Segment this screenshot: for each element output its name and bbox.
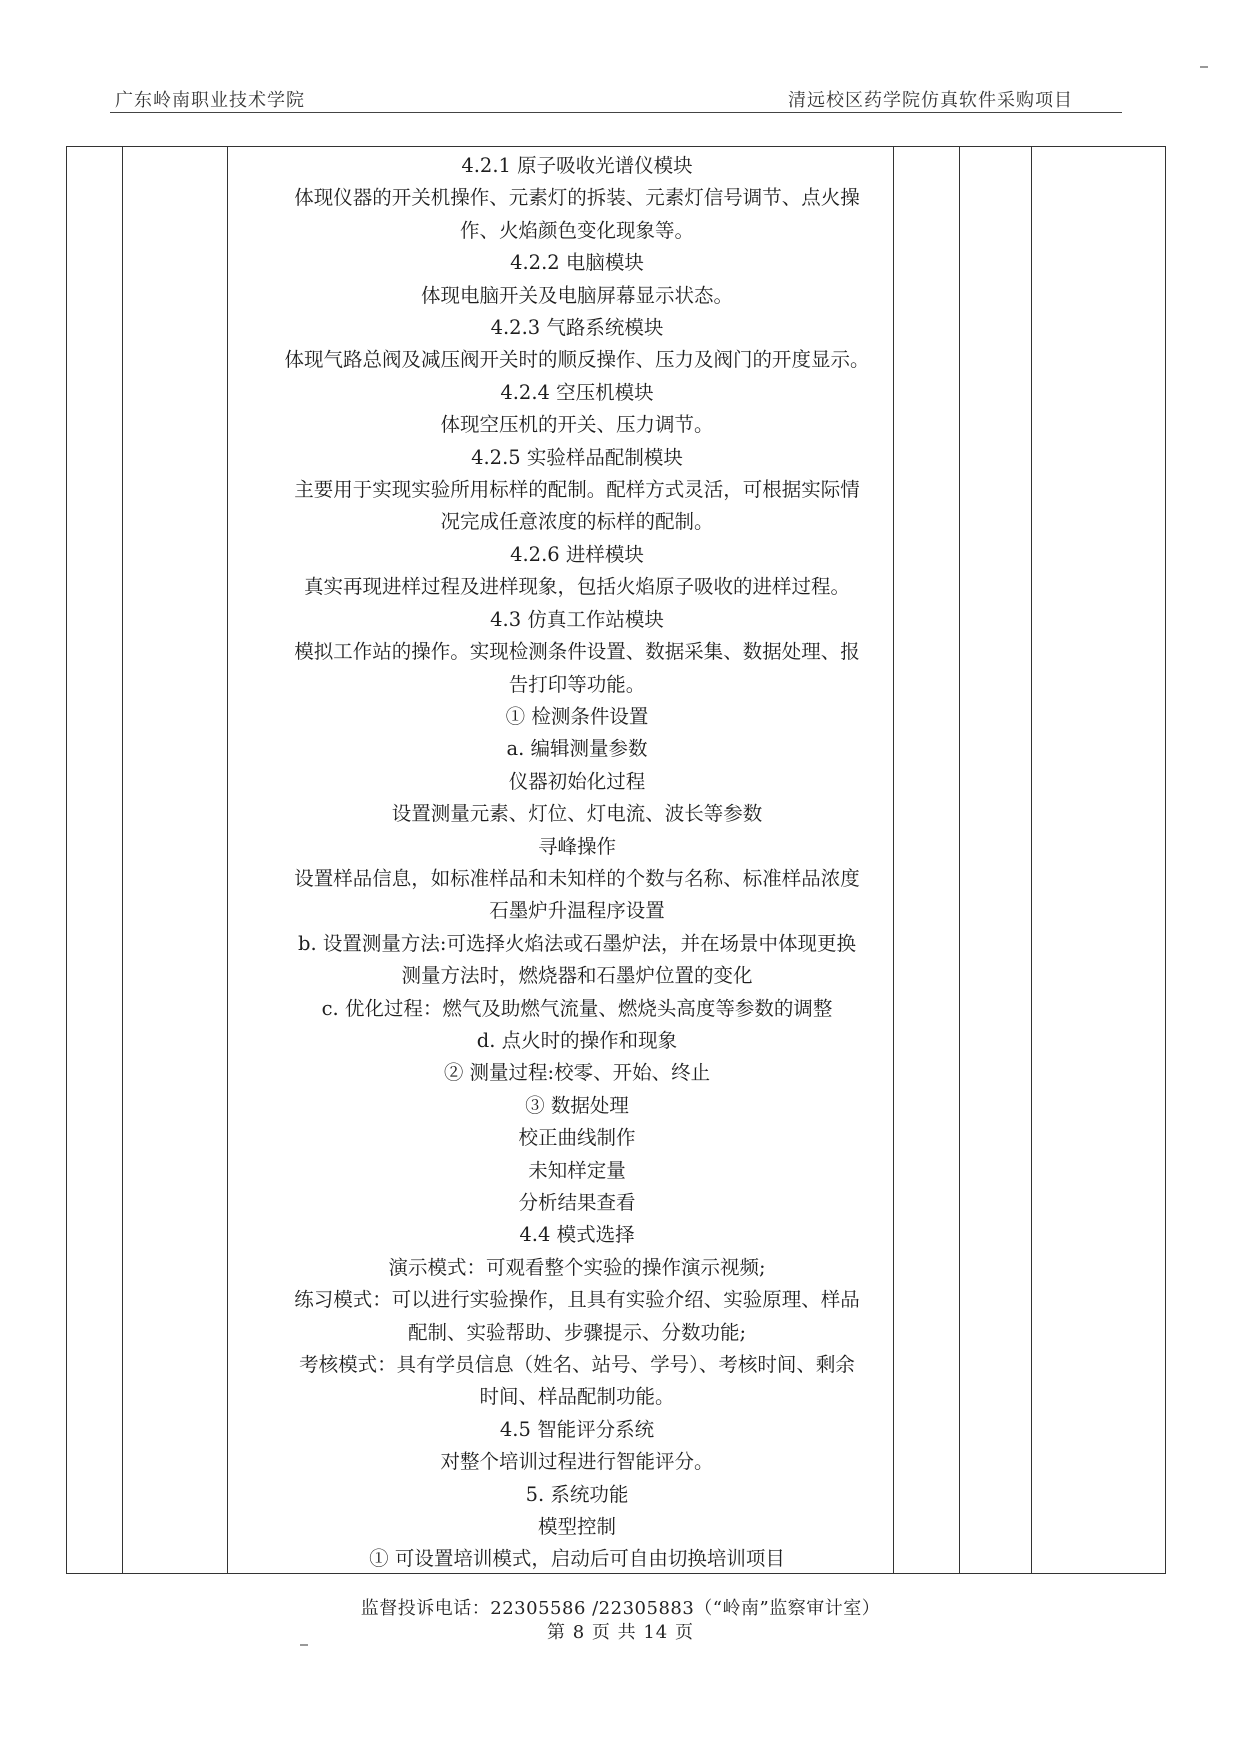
content-line: 4.2.5 实验样品配制模块 [471,445,683,469]
table-column-divider [1031,147,1032,1573]
content-line: c. 优化过程：燃气及助燃气流量、燃烧头高度等参数的调整 [321,996,833,1020]
content-line: ① 可设置培训模式，启动后可自由切换培训项目 [369,1547,785,1571]
content-line: 4.2.1 原子吸收光谱仪模块 [461,154,693,177]
content-line: 告打印等功能。 [508,672,646,696]
footer-contact: 监督投诉电话：22305586 /22305883（“岭南”监察审计室） [360,1598,881,1619]
content-line: 体现空压机的开关、压力调节。 [440,413,714,437]
content-line: 体现气路总阀及减压阀开关时的顺反操作、压力及阀门的开度显示。 [284,348,870,372]
footer-page-number: 第 8 页 共 14 页 [547,1622,694,1643]
content-line: 4.2.4 空压机模块 [500,380,654,404]
content-line: 寻峰操作 [537,834,616,858]
header-divider [110,112,1122,113]
header-project-title: 清远校区药学院仿真软件采购项目 [788,90,1073,111]
content-line: 设置样品信息，如标准样品和未知样的个数与名称、标准样品浓度 [294,866,860,890]
content-line: 体现电脑开关及电脑屏幕显示状态。 [420,283,733,307]
content-line: d. 点火时的操作和现象 [476,1028,678,1052]
content-line: 练习模式：可以进行实验操作，且具有实验介绍、实验原理、样品 [294,1288,860,1312]
scan-mark [300,1644,308,1646]
header-institution: 广东岭南职业技术学院 [115,90,305,111]
content-line: 4.2.3 气路系统模块 [490,316,664,340]
content-line: 体现仪器的开关机操作、元素灯的拆装、元素灯信号调节、点火操 [294,186,860,210]
content-line: 真实再现进样过程及进样现象，包括火焰原子吸收的进样过程。 [303,575,850,599]
content-line: 考核模式：具有学员信息（姓名、站号、学号）、考核时间、剩余 [299,1353,855,1377]
content-line: 4.5 智能评分系统 [499,1417,655,1441]
content-line: ② 测量过程:校零、开始、终止 [443,1061,711,1085]
content-line: 校正曲线制作 [518,1126,636,1150]
content-line: a. 编辑测量参数 [506,737,648,761]
content-line: 4.3 仿真工作站模块 [490,607,664,631]
content-line: ③ 数据处理 [525,1093,629,1117]
spec-table [66,146,1166,1574]
content-line: 测量方法时，燃烧器和石墨炉位置的变化 [401,964,753,988]
content-line: 石墨炉升温程序设置 [489,899,665,923]
content-line: 配制、实验帮助、步骤提示、分数功能; [407,1320,747,1344]
content-line: 4.2.2 电脑模块 [510,251,644,275]
content-line: ① 检测条件设置 [505,704,649,728]
content-line: 作、火焰颜色变化现象等。 [459,218,694,242]
table-column-divider [959,147,960,1573]
content-line: 分析结果查看 [518,1191,636,1214]
content-line: 设置测量元素、灯位、灯电流、波长等参数 [391,802,763,826]
scan-mark [1200,66,1208,68]
content-line: 况完成任意浓度的标样的配制。 [440,510,714,534]
content-line: 模拟工作站的操作。实现检测条件设置、数据采集、数据处理、报 [294,640,860,664]
content-line: 5. 系统功能 [525,1482,629,1506]
content-line: 未知样定量 [528,1158,626,1182]
table-column-divider [122,147,123,1573]
content-line: 对整个培训过程进行智能评分。 [440,1450,714,1474]
content-line: 时间、样品配制功能。 [479,1385,675,1409]
content-line: 仪器初始化过程 [508,769,646,793]
content-line: 4.4 模式选择 [519,1223,635,1247]
content-line: 4.2.6 进样模块 [510,542,644,566]
table-column-divider [227,147,228,1573]
content-line: b. 设置测量方法:可选择火焰法或石墨炉法，并在场景中体现更换 [298,931,856,955]
content-line: 模型控制 [537,1515,616,1539]
content-line: 演示模式：可观看整个实验的操作演示视频; [388,1255,766,1279]
content-line: 主要用于实现实验所用标样的配制。配样方式灵活，可根据实际情 [294,478,860,502]
spec-content-cell [257,150,897,1576]
